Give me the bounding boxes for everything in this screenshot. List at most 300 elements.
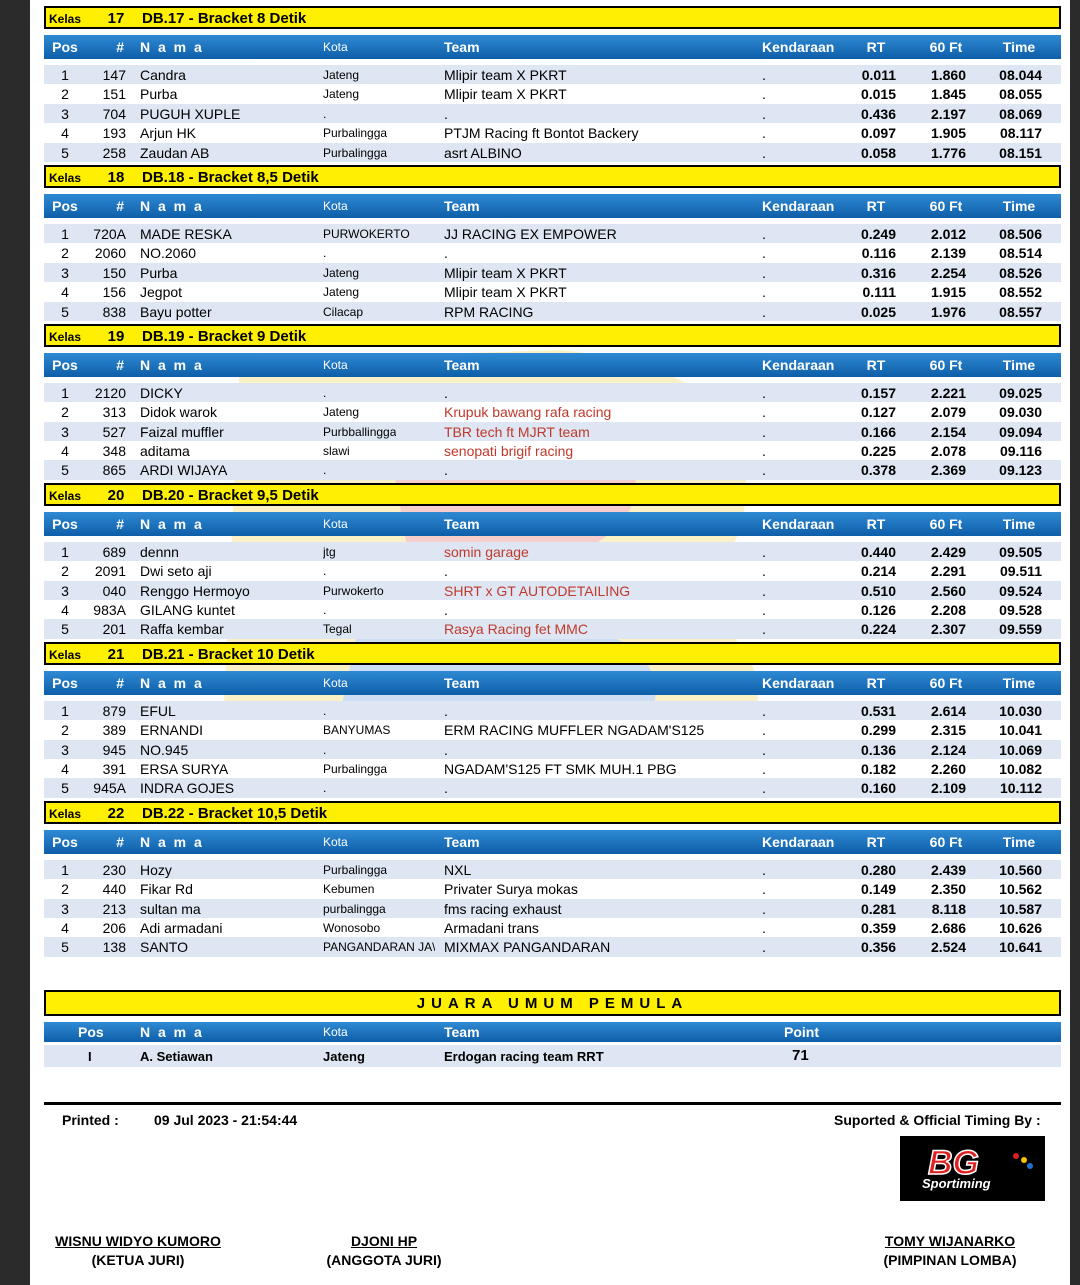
table-body	[44, 224, 1061, 321]
column-header-ft: 60 Ft	[929, 39, 963, 55]
cell-nama: aditama	[140, 443, 190, 460]
signature-ketua	[48, 1233, 228, 1268]
cell-pos: 2	[61, 86, 69, 103]
table-row	[44, 740, 1061, 759]
cell-kend: .	[762, 303, 766, 320]
cell-rt: 0.299	[860, 722, 896, 739]
cell-nama: GILANG kuntet	[140, 602, 235, 619]
column-header-nama: N a m a	[140, 674, 204, 691]
class-kelas-label: Kelas	[49, 12, 82, 26]
cell-nama: Didok warok	[140, 404, 218, 421]
column-header-nama: N a m a	[140, 833, 204, 850]
cell-kota: Tegal	[323, 622, 352, 637]
table-body	[44, 860, 1061, 957]
cell-kend: .	[762, 462, 766, 479]
cell-rt: 0.225	[860, 443, 896, 460]
cell-kend: .	[762, 125, 766, 142]
cell-kota: Cilacap	[323, 304, 364, 319]
cell-pos: 1	[61, 67, 69, 83]
signature-role: (ANGGOTA JURI)	[326, 1252, 442, 1268]
table-body	[44, 701, 1061, 798]
cell-ft: 1.976	[930, 303, 966, 320]
cell-kota: slawi	[323, 444, 350, 459]
cell-nama: Faizal muffler	[140, 423, 224, 440]
cell-kota: PANGANDARAN JA\	[323, 940, 436, 955]
column-header-no: #	[116, 356, 124, 373]
signature-name: TOMY WIJANARKO	[884, 1233, 1016, 1249]
column-header-time: Time	[1002, 197, 1036, 214]
cell-kota: PURWOKERTO	[323, 226, 410, 241]
cell-kota: Wonosobo	[323, 920, 381, 935]
cell-kota: Purwokerto	[323, 583, 384, 598]
cell-ft: 2.307	[930, 621, 966, 638]
cell-nama: SANTO	[140, 939, 188, 956]
cell-nama: INDRA GOJES	[140, 780, 235, 797]
cell-pos: 1	[61, 861, 69, 878]
cell-rt: 0.510	[860, 582, 896, 599]
cell-kota: .	[323, 742, 327, 757]
cell-kota: Jateng	[323, 285, 360, 300]
table-row	[44, 918, 1061, 937]
table-row	[44, 402, 1061, 421]
cell-kend: .	[762, 264, 766, 281]
cell-ft: 2.369	[930, 462, 966, 479]
table-header	[44, 353, 1061, 377]
cell-ft: 1.905	[930, 125, 966, 142]
cell-no: 193	[102, 125, 126, 142]
class-kelas-label: Kelas	[49, 806, 82, 821]
class-number: 20	[107, 486, 125, 504]
cell-pos: 3	[61, 105, 69, 122]
cell-kend: .	[762, 919, 766, 936]
class-kelas-label: Kelas	[49, 647, 82, 662]
cell-ft: 2.208	[930, 602, 966, 619]
cell-ft: 2.315	[930, 722, 966, 739]
cell-time: 09.123	[999, 462, 1042, 479]
cell-nama: Jegpot	[140, 284, 183, 301]
cell-team: PTJM Racing ft Bontot Backery	[444, 125, 639, 142]
cell-time: 10.030	[999, 702, 1042, 719]
column-header-team: Team	[444, 197, 480, 214]
cell-pos: 5	[61, 939, 69, 956]
cell-no: 391	[102, 760, 126, 777]
cell-ft: 1.845	[930, 86, 966, 103]
column-header-time: Time	[1002, 674, 1036, 691]
table-row	[44, 123, 1061, 142]
column-header-kota: Kota	[323, 198, 348, 213]
cell-team: .	[444, 702, 448, 719]
cell-rt: 0.127	[860, 404, 896, 421]
column-header-ft: 60 Ft	[929, 674, 963, 691]
cell-team: Mlipir team X PKRT	[444, 86, 567, 103]
cell-time: 10.112	[999, 780, 1042, 797]
cell-pos: 2	[61, 881, 69, 898]
column-header-rt: RT	[866, 356, 886, 373]
cell-nama: Purba	[140, 264, 178, 281]
class-section	[44, 642, 1061, 798]
cell-time: 09.116	[999, 443, 1042, 460]
cell-time: 08.117	[999, 125, 1042, 142]
bg-logo-icon	[900, 1136, 1045, 1201]
cell-time: 08.506	[999, 225, 1042, 242]
cell-team: NXL	[444, 861, 472, 878]
cell-time: 10.041	[999, 722, 1042, 739]
cell-pos: 3	[61, 582, 69, 599]
table-row	[44, 581, 1061, 600]
cell-pos: 4	[61, 443, 69, 460]
table-row	[44, 899, 1061, 918]
juara-nama: A. Setiawan	[140, 1048, 213, 1064]
cell-pos: 1	[61, 702, 69, 719]
cell-kend: .	[762, 384, 766, 401]
cell-time: 09.528	[999, 602, 1042, 619]
signature-role: (KETUA JURI)	[91, 1252, 185, 1268]
column-header-no: #	[116, 39, 124, 55]
cell-pos: 4	[61, 125, 69, 142]
cell-rt: 0.160	[860, 780, 896, 797]
cell-rt: 0.249	[860, 225, 896, 242]
table-row	[44, 84, 1061, 103]
table-row	[44, 282, 1061, 301]
cell-time: 08.044	[999, 67, 1042, 83]
juara-pos: I	[88, 1048, 92, 1064]
cell-kend: .	[762, 582, 766, 599]
column-header-pos: Pos	[52, 356, 78, 373]
cell-pos: 5	[61, 780, 69, 797]
cell-time: 10.562	[999, 881, 1042, 898]
cell-no: 2060	[94, 245, 126, 262]
table-row	[44, 879, 1061, 898]
cell-kend: .	[762, 900, 766, 917]
cell-kota: Jateng	[323, 87, 360, 102]
cell-ft: 2.560	[930, 582, 966, 599]
cell-ft: 1.860	[930, 67, 966, 83]
table-row	[44, 422, 1061, 441]
cell-ft: 2.524	[930, 939, 966, 956]
table-row	[44, 619, 1061, 638]
table-header	[44, 512, 1061, 536]
column-header-ft: 60 Ft	[929, 515, 963, 532]
cell-kend: .	[762, 881, 766, 898]
cell-no: 838	[102, 303, 126, 320]
cell-ft: 2.154	[930, 423, 966, 440]
table-row	[44, 720, 1061, 739]
class-sections	[44, 6, 1061, 957]
cell-team: .	[444, 462, 448, 479]
class-number: 19	[107, 327, 125, 345]
table-header	[44, 830, 1061, 854]
cell-kota: Purbalingga	[323, 126, 388, 141]
cell-kota: BANYUMAS	[323, 723, 391, 738]
column-header-team: Team	[444, 515, 480, 532]
cell-rt: 0.356	[860, 939, 896, 956]
cell-pos: 2	[61, 722, 69, 739]
cell-pos: 4	[61, 284, 69, 301]
cell-team: Privater Surya mokas	[444, 881, 578, 898]
cell-ft: 2.439	[930, 861, 966, 878]
cell-no: 879	[102, 702, 126, 719]
cell-ft: 2.686	[930, 919, 966, 936]
class-section	[44, 324, 1061, 480]
juara-kota: Jateng	[323, 1048, 365, 1064]
cell-ft: 2.079	[930, 404, 966, 421]
cell-ft: 8.118	[931, 900, 966, 917]
column-header-kend: Kendaraan	[762, 197, 835, 214]
cell-team: RPM RACING	[444, 303, 534, 320]
cell-pos: 1	[61, 225, 69, 242]
cell-rt: 0.025	[860, 303, 896, 320]
table-row	[44, 937, 1061, 956]
cell-nama: NO.2060	[140, 245, 197, 262]
cell-no: 147	[102, 67, 126, 83]
cell-team: NGADAM'S125 FT SMK MUH.1 PBG	[444, 760, 677, 777]
cell-rt: 0.280	[860, 861, 896, 878]
cell-time: 10.069	[999, 741, 1042, 758]
cell-kend: .	[762, 702, 766, 719]
table-body	[44, 383, 1061, 480]
column-header-no: #	[116, 197, 124, 214]
cell-no: 389	[102, 722, 126, 739]
cell-rt: 0.182	[860, 760, 896, 777]
logo-mark: BG	[928, 1144, 979, 1182]
cell-kend: .	[762, 621, 766, 638]
cell-team: JJ RACING EX EMPOWER	[444, 225, 617, 242]
cell-kota: Jateng	[323, 405, 360, 420]
cell-ft: 2.078	[930, 443, 966, 460]
table-row	[44, 104, 1061, 123]
cell-pos: 5	[61, 144, 69, 161]
class-title: DB.20 - Bracket 9,5 Detik	[142, 486, 319, 504]
table-row	[44, 860, 1061, 879]
class-kelas-label: Kelas	[49, 488, 82, 503]
column-header-time: Time	[1002, 833, 1036, 850]
cell-kota: purbalingga	[323, 901, 386, 916]
cell-time: 09.505	[999, 543, 1042, 560]
table-row	[44, 561, 1061, 580]
cell-nama: Raffa kembar	[140, 621, 224, 638]
class-section	[44, 165, 1061, 321]
cell-team: .	[444, 105, 448, 122]
cell-pos: 5	[61, 621, 69, 638]
column-header-nama: N a m a	[140, 39, 204, 55]
table-row	[44, 263, 1061, 282]
juara-col-point: Point	[784, 1023, 819, 1040]
cell-no: 258	[102, 144, 126, 161]
cell-pos: 2	[61, 404, 69, 421]
cell-team: TBR tech ft MJRT team	[444, 423, 590, 440]
cell-time: 10.641	[999, 939, 1042, 956]
bg-sportiming-logo	[900, 1136, 1045, 1201]
class-title-bar	[44, 642, 1061, 665]
supported-label: Suported & Official Timing By :	[834, 1112, 1041, 1128]
cell-time: 08.526	[999, 264, 1042, 281]
cell-time: 09.025	[999, 384, 1042, 401]
class-number: 18	[107, 168, 125, 186]
column-header-no: #	[116, 833, 124, 850]
cell-kend: .	[762, 105, 766, 122]
cell-nama: MADE RESKA	[140, 225, 232, 242]
cell-kend: .	[762, 939, 766, 956]
cell-rt: 0.058	[860, 144, 896, 161]
printed-value: 09 Jul 2023 - 21:54:44	[154, 1112, 298, 1128]
cell-kota: Kebumen	[323, 882, 375, 897]
class-title: DB.21 - Bracket 10 Detik	[142, 645, 315, 663]
class-title-bar	[44, 324, 1061, 347]
column-header-team: Team	[444, 39, 480, 55]
column-header-kota: Kota	[323, 675, 348, 690]
cell-ft: 2.350	[930, 881, 966, 898]
cell-no: 865	[102, 462, 126, 479]
cell-rt: 0.015	[860, 86, 896, 103]
cell-ft: 2.124	[930, 741, 966, 758]
cell-team: Mlipir team X PKRT	[444, 284, 567, 301]
column-header-kend: Kendaraan	[762, 39, 835, 55]
cell-team: .	[444, 741, 448, 758]
cell-no: 201	[102, 621, 126, 638]
cell-nama: Arjun HK	[140, 125, 197, 142]
cell-rt: 0.116	[861, 245, 896, 262]
column-header-nama: N a m a	[140, 197, 204, 214]
table-row	[44, 224, 1061, 243]
table-row	[44, 759, 1061, 778]
cell-time: 08.151	[999, 144, 1042, 161]
cell-team: .	[444, 245, 448, 262]
cell-nama: DICKY	[140, 384, 183, 401]
cell-team: Krupuk bawang rafa racing	[444, 404, 612, 421]
cell-rt: 0.157	[860, 384, 896, 401]
cell-no: 945	[102, 741, 126, 758]
table-row	[44, 441, 1061, 460]
cell-kota: .	[323, 385, 327, 400]
cell-pos: 4	[61, 760, 69, 777]
juara-col-team: Team	[444, 1023, 480, 1040]
cell-no: 2120	[94, 384, 126, 401]
cell-kota: .	[323, 564, 327, 579]
cell-team: senopati brigif racing	[444, 443, 574, 460]
signature-role: (PIMPINAN LOMBA)	[883, 1252, 1017, 1268]
cell-nama: PUGUH XUPLE	[140, 105, 241, 122]
cell-no: 348	[102, 443, 126, 460]
column-header-kota: Kota	[323, 516, 348, 531]
class-kelas-label: Kelas	[49, 329, 82, 344]
cell-nama: Fikar Rd	[140, 881, 193, 898]
class-number: 17	[107, 10, 125, 27]
cell-nama: Purba	[140, 86, 178, 103]
cell-no: 230	[102, 861, 126, 878]
table-row	[44, 701, 1061, 720]
column-header-pos: Pos	[52, 197, 78, 214]
column-header-pos: Pos	[52, 515, 78, 532]
table-row	[44, 243, 1061, 262]
cell-rt: 0.531	[860, 702, 896, 719]
column-header-kend: Kendaraan	[762, 833, 835, 850]
cell-team: MIXMAX PANGANDARAN	[444, 939, 611, 956]
cell-no: 440	[102, 881, 126, 898]
column-header-no: #	[116, 674, 124, 691]
cell-team: Mlipir team X PKRT	[444, 67, 567, 83]
cell-rt: 0.011	[861, 67, 896, 83]
cell-no: 150	[102, 264, 126, 281]
cell-ft: 2.197	[930, 105, 966, 122]
cell-team: .	[444, 563, 448, 580]
cell-ft: 2.221	[930, 384, 966, 401]
cell-nama: Zaudan AB	[140, 144, 210, 161]
cell-no: 983A	[93, 602, 126, 619]
juara-header	[44, 1022, 1061, 1042]
table-body	[44, 542, 1061, 639]
cell-no: 138	[102, 939, 126, 956]
cell-nama: Bayu potter	[140, 303, 212, 320]
cell-pos: 3	[61, 423, 69, 440]
cell-no: 689	[102, 543, 126, 560]
column-header-pos: Pos	[52, 39, 78, 55]
column-header-kota: Kota	[323, 40, 348, 54]
column-header-kota: Kota	[323, 357, 348, 372]
cell-team: Armadani trans	[444, 919, 539, 936]
cell-time: 09.559	[999, 621, 1042, 638]
column-header-kota: Kota	[323, 834, 348, 849]
cell-kend: .	[762, 780, 766, 797]
class-number: 21	[107, 645, 125, 663]
column-header-rt: RT	[866, 674, 886, 691]
cell-kota: Purbalingga	[323, 862, 388, 877]
class-section	[44, 6, 1061, 162]
class-title: DB.22 - Bracket 10,5 Detik	[142, 804, 328, 822]
logo-subtitle: Sportiming	[922, 1176, 991, 1191]
cell-rt: 0.316	[860, 264, 896, 281]
cell-rt: 0.436	[860, 105, 896, 122]
table-row	[44, 383, 1061, 402]
cell-nama: sultan ma	[140, 900, 201, 917]
cell-ft: 2.254	[930, 264, 966, 281]
cell-nama: ERNANDI	[140, 722, 204, 739]
table-header	[44, 35, 1061, 59]
cell-rt: 0.149	[860, 881, 896, 898]
printed-label: Printed :	[62, 1112, 119, 1128]
cell-pos: 5	[61, 462, 69, 479]
table-header	[44, 671, 1061, 695]
column-header-kend: Kendaraan	[762, 356, 835, 373]
cell-rt: 0.126	[860, 602, 896, 619]
column-header-team: Team	[444, 356, 480, 373]
cell-nama: Candra	[140, 67, 186, 83]
cell-kota: .	[323, 781, 327, 796]
cell-kend: .	[762, 602, 766, 619]
column-header-no: #	[116, 515, 124, 532]
cell-kend: .	[762, 67, 766, 83]
cell-kend: .	[762, 404, 766, 421]
table-row	[44, 143, 1061, 162]
cell-ft: 2.012	[930, 225, 966, 242]
cell-kota: jtg	[323, 544, 336, 559]
cell-nama: ERSA SURYA	[140, 760, 229, 777]
cell-nama: Hozy	[140, 861, 172, 878]
juara-point: 71	[792, 1046, 809, 1064]
cell-pos: 3	[61, 741, 69, 758]
cell-no: 151	[102, 86, 126, 103]
cell-ft: 2.614	[930, 702, 966, 719]
cell-ft: 2.291	[930, 563, 966, 580]
column-header-pos: Pos	[52, 674, 78, 691]
cell-no: 2091	[94, 563, 126, 580]
cell-time: 08.069	[999, 105, 1042, 122]
column-header-kend: Kendaraan	[762, 515, 835, 532]
cell-no: 527	[102, 423, 126, 440]
table-row	[44, 460, 1061, 479]
class-title: DB.19 - Bracket 9 Detik	[142, 327, 307, 345]
cell-rt: 0.166	[860, 423, 896, 440]
cell-ft: 2.429	[930, 543, 966, 560]
